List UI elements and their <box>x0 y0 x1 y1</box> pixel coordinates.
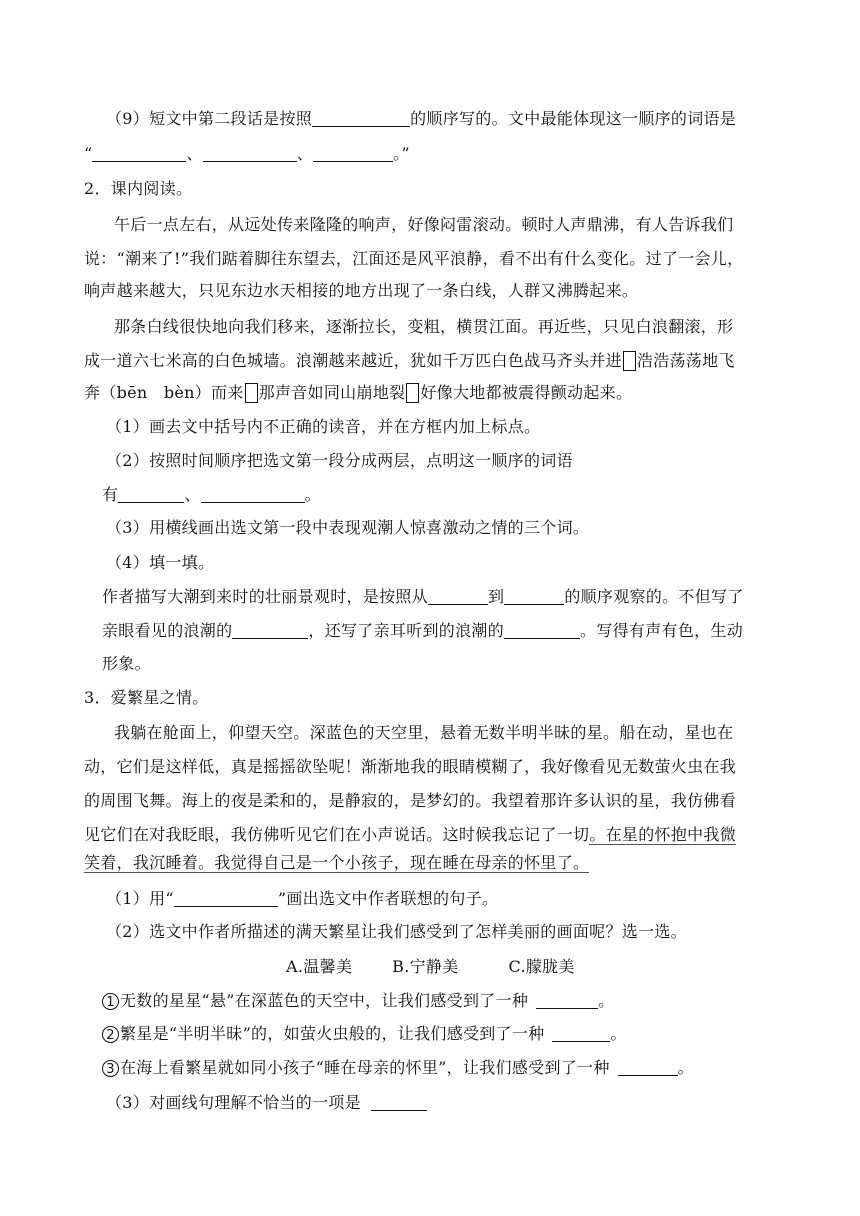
section2-q2-end: 。 <box>304 485 321 504</box>
section3-options <box>286 956 575 978</box>
section2-q4-line-2 <box>102 620 743 642</box>
section3-heading: 3．爱繁星之情。 <box>84 688 209 707</box>
section2-para2-text: 那声音如同山崩地裂 <box>258 383 406 402</box>
q9-word-blank-1[interactable] <box>92 145 186 162</box>
section3-item-3 <box>102 1057 694 1079</box>
punctuation-box-3[interactable] <box>406 383 419 403</box>
section2-q4-text: 。写得有声有色，生动 <box>580 621 744 640</box>
section3-q3-blank[interactable] <box>371 1094 427 1111</box>
q9-sep-1: 、 <box>186 144 203 163</box>
section3-para-line: 动，它们是这样低，真是摇摇欲坠呢！渐渐地我的眼睛模糊了，我好像看见无数萤火虫在我 <box>84 757 737 776</box>
section3-q2: （2）选文中作者所描述的满天繁星让我们感受到了怎样美丽的画面呢？选一选。 <box>106 922 687 941</box>
section2-para1-line: 响声越来越大，只见东边水天相接的地方出现了一条白线，人群又沸腾起来。 <box>84 281 639 300</box>
q9-open-quote: “ <box>84 144 93 163</box>
section3-item-2 <box>102 1023 627 1045</box>
section2-q2-blank-1[interactable] <box>118 486 184 503</box>
section3-item-text: 在海上看繁星就如同小孩子“睡在母亲的怀里”，让我们感受到了一种 <box>120 1058 610 1077</box>
section2-para1-line: 说：“潮来了!”我们踮着脚往东望去，江面还是风平浪静，看不出有什么变化。过了一会儿， <box>84 249 744 268</box>
section3-q3-text: （3）对画线句理解不恰当的一项是 <box>106 1093 361 1112</box>
q9-word-blank-3[interactable] <box>313 145 393 162</box>
circled-number-icon: 2 <box>102 1026 119 1043</box>
section3-q1-text: ”画出选文中作者联想的句子。 <box>277 889 499 908</box>
section2-q2: （2）按照时间顺序把选文第一段分成两层，点明这一顺序的词语 <box>106 451 573 470</box>
section2-para2-text: 奔（bēn bèn）而来 <box>84 383 244 402</box>
underlined-sentence: 笑着，我沉睡着。我觉得自己是一个小孩子，现在睡在母亲的怀里了。 <box>84 853 590 872</box>
q9-order-blank[interactable] <box>312 110 410 127</box>
q9-text-b: 的顺序写的。文中最能体现这一顺序的词语是 <box>410 109 737 128</box>
punctuation-box-2[interactable] <box>245 383 258 403</box>
section3-para-line: 的周围飞舞。海上的夜是柔和的，是静寂的，是梦幻的。我望着那许多认识的星，我仿佛看 <box>84 791 737 810</box>
section2-q4-blank-heard[interactable] <box>504 622 580 639</box>
section2-para2-text: 成一道六七米高的白色城墙。浪潮越来越近，犹如千万匹白色战马齐头并进 <box>84 351 622 370</box>
section2-q4-line-3: 形象。 <box>102 654 151 673</box>
section3-item-blank[interactable] <box>618 1059 678 1076</box>
q9-close: 。” <box>393 144 410 163</box>
q9-word-blank-2[interactable] <box>203 145 297 162</box>
section2-q4-text: 作者描写大潮到来时的壮丽景观时，是按照从 <box>102 587 429 606</box>
section3-q1 <box>106 888 498 910</box>
section3-q3 <box>106 1092 427 1114</box>
section3-para-text: 见它们在对我眨眼，我仿佛听见它们在小声说话。这时候我忘记了一切 <box>84 825 590 844</box>
section3-item-blank[interactable] <box>552 1025 610 1042</box>
section3-item-blank[interactable] <box>536 992 598 1009</box>
section2-q1: （1）画去文中括号内不正确的读音，并在方框内加上标点。 <box>106 417 541 436</box>
q9-text-a: （9）短文中第二段话是按照 <box>106 109 313 128</box>
q9-sep-2: 、 <box>296 144 314 163</box>
section2-q4-text: 亲眼看见的浪潮的 <box>102 621 233 640</box>
section2-para2-line <box>84 350 735 372</box>
section3-item-end: 。 <box>598 991 615 1010</box>
section3-para-line <box>84 824 736 846</box>
section2-q4-text: 到 <box>488 587 505 606</box>
underlined-sentence: 。在星的怀抱中我微 <box>589 825 737 844</box>
punctuation-box-1[interactable] <box>623 351 636 371</box>
section2-q2-blank-2[interactable] <box>201 486 305 503</box>
section3-item-1 <box>102 990 614 1012</box>
circled-number-icon: 3 <box>102 1060 119 1077</box>
section2-q2-you: 有 <box>102 485 119 504</box>
section2-q4-blank-from[interactable] <box>428 588 488 605</box>
section2-para2-line: 那条白线很快地向我们移来，逐渐拉长，变粗，横贯江面。再近些，只见白浪翻滚，形 <box>114 317 734 336</box>
section3-para-line: 我躺在舱面上，仰望天空。深蓝色的天空里，悬着无数半明半昧的星。船在动，星也在 <box>114 723 734 742</box>
option-b: B.宁静美 <box>392 957 459 976</box>
q9-line-1 <box>106 108 736 130</box>
section3-q1-line-sample <box>174 890 278 907</box>
section2-q4: （4）填一填。 <box>106 553 215 572</box>
section3-item-text: 繁星是“半明半昧”的，如萤火虫般的，让我们感受到了一种 <box>120 1024 545 1043</box>
section2-q4-text: 的顺序观察的。不但写了 <box>564 587 744 606</box>
section2-heading: 2．课内阅读。 <box>84 179 193 198</box>
section2-q4-line-1 <box>102 586 744 608</box>
section3-item-end: 。 <box>610 1024 627 1043</box>
section2-para2-text: 浩浩荡荡地飞 <box>636 351 735 370</box>
q9-line-2 <box>84 143 410 165</box>
section3-q1-text: （1）用“ <box>106 889 174 908</box>
option-c: C.朦胧美 <box>508 957 575 976</box>
option-a: A.温馨美 <box>286 957 353 976</box>
section3-item-text: 无数的星星“悬”在深蓝色的天空中，让我们感受到了一种 <box>120 991 529 1010</box>
section2-para1-line: 午后一点左右，从远处传来隆隆的响声，好像闷雷滚动。顿时人声鼎沸，有人告诉我们 <box>114 215 734 234</box>
section2-para2-text: 好像大地都被震得颤动起来。 <box>420 383 633 402</box>
section2-q3: （3）用横线画出选文第一段中表现观潮人惊喜激动之情的三个词。 <box>106 518 590 537</box>
section2-para2-line <box>84 382 632 404</box>
section2-q2-sep: 、 <box>184 485 201 504</box>
section2-q4-blank-seen[interactable] <box>232 622 308 639</box>
section2-q4-blank-to[interactable] <box>504 588 564 605</box>
section3-para-line <box>84 852 589 874</box>
circled-number-icon: 1 <box>102 993 119 1010</box>
section2-q4-text: ，还写了亲耳听到的浪潮的 <box>308 621 505 640</box>
section2-q2-answer <box>102 484 321 506</box>
section3-item-end: 。 <box>677 1058 694 1077</box>
